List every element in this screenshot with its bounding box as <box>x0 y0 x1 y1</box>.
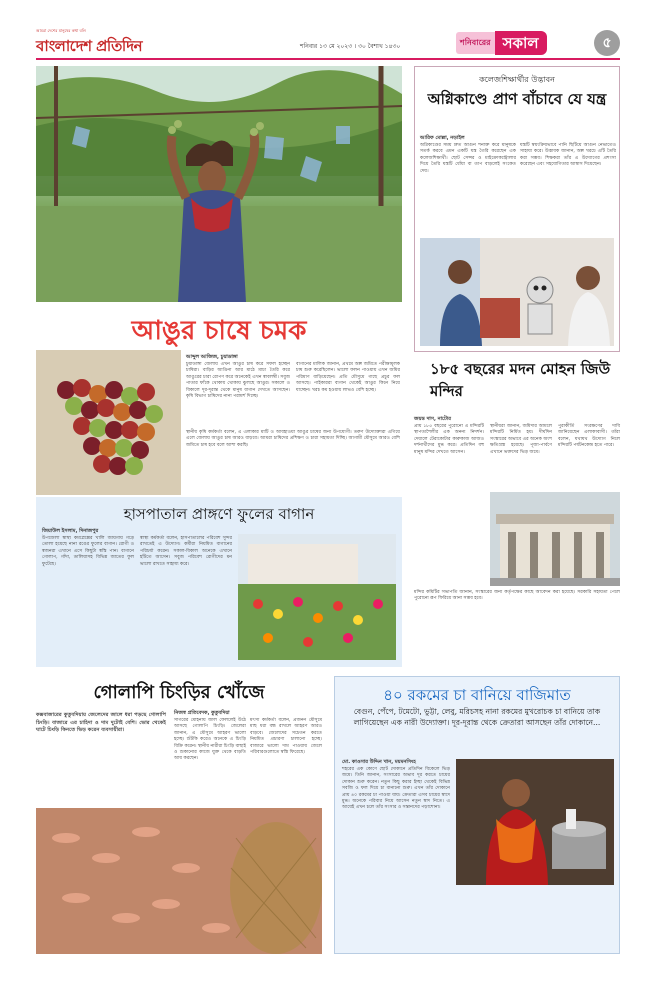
page-number: ৫ <box>594 30 620 56</box>
flower-column-1: উপজেলা স্বাস্থ্য কমপ্লেক্সের খালি জায়গায় গড়ে তোলা হয়েছে নানা রঙের ফুলের বাগান। রোগী ও স্বজনরা এখানে এসে কিছুটা স্বস্তি পান। বাগানে গোলাপ, গাঁদা, ডালিয়াসহ বিভিন্ন জাতের ফুল ফুটেছে। <box>42 536 134 567</box>
temple-column-1: প্রায় ১৮৫ বছরের পুরোনো এ মন্দিরটি স্থাপত্যশৈলীর এক অনন্য নিদর্শন। দেয়ালে টেরাকোটার কারুকাজ আজও দর্শনার্থীদের মুগ্ধ করে। প্রতিদিন বহু মানুষ মন্দির দেখতে আসেন। <box>414 424 484 455</box>
grape-column-3: স্থানীয় কৃষি কর্মকর্তা বলেন, এ এলাকার মাটি ও আবহাওয়া আঙুর চাষের জন্য উপযোগী। তরুণ উদ্যোক্তারা এগিয়ে এলে জেলায় আঙুর চাষ আরও বাড়বে। আমরা চাষিদের প্রশিক্ষণ ও চারা সহায়তা দিচ্ছি। আগামী মৌসুমে আরও বেশি জমিতে চাষ হবে বলে আশা করছি। <box>186 430 400 448</box>
flower-garden-illustration <box>238 534 396 660</box>
tea-seller-illustration <box>456 759 614 885</box>
tea-byline: মো. কাওসার উদ্দিন খান, ময়মনসিংহ <box>342 759 416 765</box>
robot-kicker: কলেজশিক্ষার্থীর উদ্ভাবন <box>479 75 555 84</box>
shrimp-lead: কক্সবাজারের কুতুবদিয়ায় জেলেদের জালে ধরা পড়ছে গোলাপি চিংড়ি। বাজারে এর চাহিদা ও দাম দুটোই বেশি। ভোর থেকেই ঘাটে চিংড়ি কিনতে ভিড় করেন ব্যবসায়ীরা। <box>36 712 166 734</box>
shrimp-headline: গোলাপি চিংড়ির খোঁজে <box>93 682 265 703</box>
robot-inventor-illustration <box>420 238 614 346</box>
temple-column-2: স্থানীয়রা জানান, জমিদার আমলে মন্দিরটি নির্মিত হয়। দীর্ঘদিন সংস্কারের অভাবে এর অনেক অংশ ক্ষতিগ্রস্ত হয়েছে। পূজা-পার্বণে এখানে ভক্তদের ভিড় জমে। <box>490 424 553 455</box>
temple-photo <box>490 492 620 586</box>
robot-headline: অগ্নিকাণ্ডে প্রাণ বাঁচাবে যে যন্ত্র <box>427 90 607 108</box>
tea-seller-photo <box>456 759 614 885</box>
tea-headline: ৪০ রকমের চা বানিয়ে বাজিমাত <box>383 686 571 704</box>
shrimp-photo <box>36 808 322 954</box>
shrimp-column-1: সাগরের মোহনায় জাল ফেললেই উঠে আসছে গোলাপি চিংড়ি। জেলেরা জানান, এ মৌসুমে আহরণ ভালো হচ্ছে। শুঁটকি করেও অনেকে এ চিংড়ি বিক্রি করেন। স্থানীয় নারীরা চিংড়ি বাছাই ও শুকানোর কাজে যুক্ত থেকে বাড়তি আয় করছেন। <box>174 718 246 762</box>
shrimp-column-2: মৎস্য কর্মকর্তা বলেন, প্রজনন মৌসুমে মাছ ধরা বন্ধ রাখলে আহরণ আরও বাড়বে। জেলেদের সচেতন করতে নিয়মিত প্রচারণা চালানো হচ্ছে। বাজারে ভালো দাম পাওয়ায় জেলে পরিবারগুলোতে স্বস্তি ফিরেছে। <box>250 718 322 756</box>
grape-vine-illustration <box>36 66 402 302</box>
temple-headline: ১৮৫ বছরের মদন মোহন জিউ মন্দির <box>430 360 611 400</box>
robot-byline: আরিফ মোল্লা, নড়াইল <box>420 135 465 141</box>
tea-lead: বেগুন, পেঁপে, টমেটো, ভুট্টা, লেবু, মরিচসহ নানা রকমের মুখরোচক চা বানিয়ে তাক লাগিয়েছেন এক নারী উদ্যোক্তা। দূর-দূরান্ত থেকে ক্রেতারা আসছেন তাঁর দোকানে... <box>353 707 601 727</box>
brand-tagline: আমরা দেশের মানুষের কথা বলি <box>36 28 86 33</box>
issue-date: শনিবার ১৩ মে ২০২৩ । ৩০ বৈশাখ ১৪৩০ <box>300 43 401 50</box>
section-logo <box>456 31 547 55</box>
section-logo-big: সকাল <box>495 31 547 55</box>
temple-byline: জয়ন্ত দাস, নাটোর <box>414 416 451 422</box>
grape-headline: আঙুর চাষে চমক <box>131 316 307 346</box>
grape-column-1: চুয়াডাঙ্গা জেলায় এখন আঙুর চাষ করে সফল হচ্ছেন চাষিরা। বাড়ির আঙিনা আর মাঠে মাচা তৈরি করে আঙুরের চারা রোপণ করে অনেকেই এখন স্বাবলম্বী। সবুজ পাতার ফাঁকে থোকায় থোকায় ঝুলছে আঙুর। সকালে ও বিকালে দূর-দূরান্ত থেকে মানুষ বাগান দেখতে আসছেন। কৃষি বিভাগ চাষিদের নানা পরামর্শ দিচ্ছে। <box>186 362 290 400</box>
shrimp-illustration <box>36 808 322 954</box>
robot-inventor-photo <box>420 238 614 346</box>
temple-column-3: পুরাকীর্তি সংরক্ষণের দাবি জানিয়েছেন এলাকাবাসী। তাঁরা বলেন, যথাযথ উদ্যোগ নিলে মন্দিরটি পর্যটনকেন্দ্র হতে পারে। <box>558 424 620 449</box>
flower-byline: জিয়াউল ইসলাম, দিনাজপুর <box>42 528 99 534</box>
grape-bunch-illustration <box>36 350 181 495</box>
section-logo-small: শনিবারের <box>456 32 495 54</box>
tea-column-1: শহরের এক কোণে ছোট দোকানে প্রতিদিন বিকেলে ভিড় জমে। তিনি জানান, সংসারের অভাব দূর করতে চায়ের দোকান শুরু করেন। নতুন কিছু করার ইচ্ছা থেকেই বিভিন্ন সবজি ও ফল দিয়ে চা বানানো শুরু। এখন তাঁর দোকানে প্রায় ৪০ রকমের চা পাওয়া যায়। ক্রেতারা এসব চায়ের স্বাদে মুগ্ধ। অনেকে পরিবার নিয়ে আসেন নতুন স্বাদ নিতে। এ আয়েই এখন চলে তাঁর সংসার ও সন্তানদের পড়াশোনা। <box>342 767 450 811</box>
grape-bunch-photo <box>36 350 181 495</box>
masthead <box>0 0 650 58</box>
newspaper-logo: বাংলাদেশ প্রতিদিন <box>36 37 143 55</box>
shrimp-byline: নিজস্ব প্রতিবেদক, কুতুবদিয়া <box>174 710 230 716</box>
flower-column-2: স্বাস্থ্য কর্মকর্তা বলেন, হাসপাতালের পরিবেশ সুন্দর রাখতেই এ উদ্যোগ। কর্মীরা নিয়মিত বাগানের পরিচর্যা করেন। সকাল-বিকাল অনেকে এখানে হাঁটতে আসেন। সবুজ পরিবেশ রোগীদের মন ভালো রাখতে সাহায্য করে। <box>140 536 232 567</box>
header-rule <box>36 58 620 60</box>
grape-farmer-photo <box>36 66 402 302</box>
temple-column-4: মন্দির কমিটির সভাপতি জানান, সংস্কারের জন্য কর্তৃপক্ষের কাছে আবেদন করা হয়েছে। সরকারি সহায়তা পেলে পুরোনো রূপ ফিরিয়ে আনা সম্ভব হবে। <box>414 590 620 602</box>
robot-column-2: যন্ত্রটি স্বয়ংক্রিয়ভাবে পানি ছিটিয়ে আগুন নেভাতেও সাহায্য করে। উদ্ভাবক জানান, অল্প খরচে এটি তৈরি করা সম্ভব। শিক্ষকরা তাঁর এ উদ্যোগের প্রশংসা করেছেন এবং সহযোগিতার আশ্বাস দিয়েছেন। <box>520 143 616 168</box>
flower-garden-photo <box>238 534 396 660</box>
flower-headline: হাসপাতাল প্রাঙ্গণে ফুলের বাগান <box>123 505 315 523</box>
robot-column-1: অগ্নিকাণ্ডের সময় দ্রুত আগুন শনাক্ত করে মানুষকে সতর্ক করবে এমন একটি যন্ত্র তৈরি করেছেন এক কলেজশিক্ষার্থী। ছোট সেন্সর ও মাইক্রোকন্ট্রোলার দিয়ে তৈরি যন্ত্রটি ধোঁয়া বা তাপ বাড়লেই সংকেত দেয়। <box>420 143 516 174</box>
grape-column-2: বাগানের মালিক জানান, প্রথমে অল্প জমিতে পরীক্ষামূলক চাষ শুরু করেছিলেন। ভালো ফলন পাওয়ায় এখন জমির পরিমাণ বাড়িয়েছেন। প্রতি মৌসুমে গাছে প্রচুর ফল আসছে। পাইকাররা বাগান থেকেই আঙুর কিনে নিয়ে যাচ্ছেন। খরচ কম হওয়ায় লাভও বেশি হচ্ছে। <box>296 362 400 393</box>
temple-illustration <box>490 492 620 586</box>
grape-byline: আব্দুল আজিজ, চুয়াডাঙ্গা <box>186 354 238 360</box>
